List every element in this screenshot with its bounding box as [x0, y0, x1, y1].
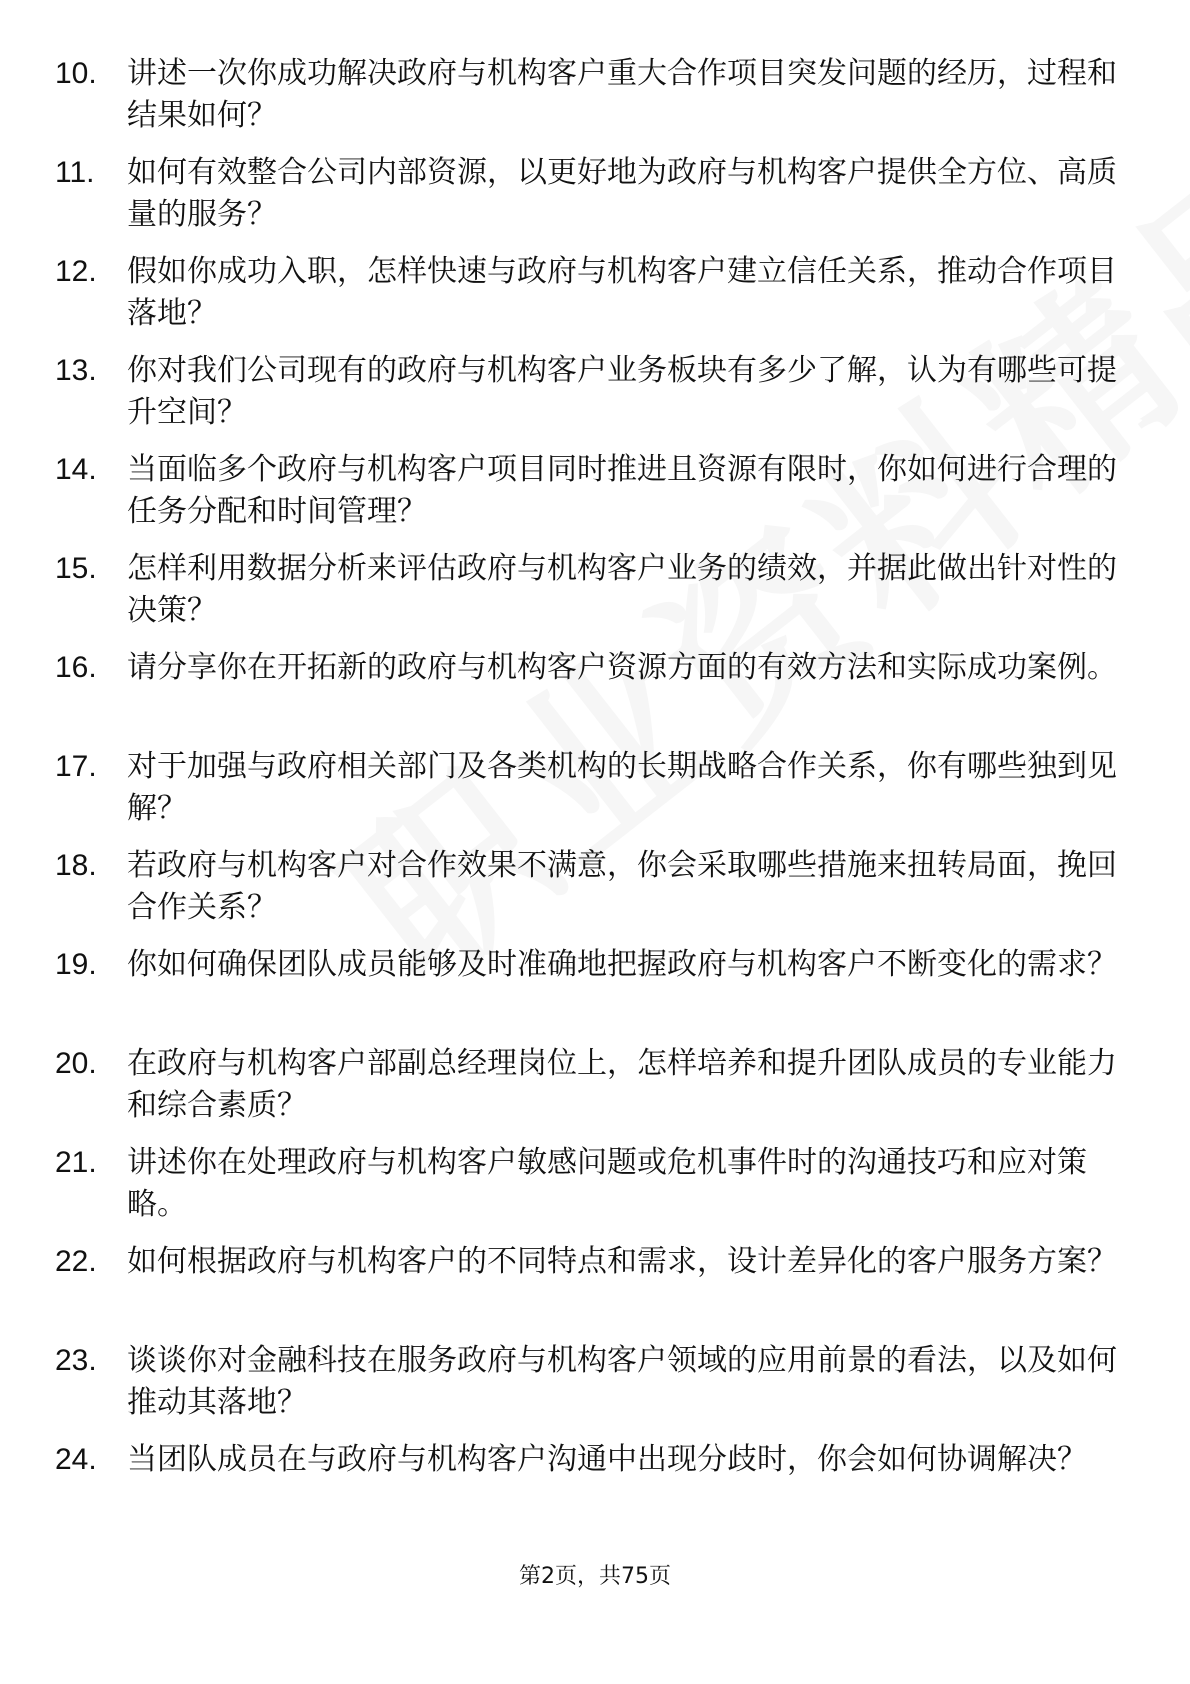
question-number: 23.	[55, 1344, 97, 1377]
list-item	[0, 1142, 1190, 1230]
question-text: 在政府与机构客户部副总经理岗位上，怎样培养和提升团队成员的专业能力和综合素质？	[127, 1046, 1117, 1123]
question-number: 16.	[55, 651, 97, 684]
question-text: 讲述一次你成功解决政府与机构客户重大合作项目突发问题的经历，过程和结果如何？	[127, 56, 1117, 133]
question-text: 你对我们公司现有的政府与机构客户业务板块有多少了解，认为有哪些可提升空间？	[127, 353, 1117, 430]
question-text: 如何根据政府与机构客户的不同特点和需求，设计差异化的客户服务方案？	[127, 1244, 1117, 1279]
question-text: 怎样利用数据分析来评估政府与机构客户业务的绩效，并据此做出针对性的决策？	[127, 551, 1117, 628]
question-text: 请分享你在开拓新的政府与机构客户资源方面的有效方法和实际成功案例。	[127, 650, 1117, 685]
question-number: 11.	[55, 156, 95, 189]
question-text: 当面临多个政府与机构客户项目同时推进且资源有限时，你如何进行合理的任务分配和时间管理？	[127, 452, 1117, 529]
question-number: 21.	[55, 1146, 97, 1179]
question-text: 你如何确保团队成员能够及时准确地把握政府与机构客户不断变化的需求？	[127, 947, 1117, 982]
list-item	[0, 746, 1190, 834]
question-number: 22.	[55, 1245, 97, 1278]
question-number: 15.	[55, 552, 97, 585]
question-number: 14.	[55, 453, 97, 486]
question-number: 24.	[55, 1443, 97, 1476]
question-text: 当团队成员在与政府与机构客户沟通中出现分歧时，你会如何协调解决？	[127, 1442, 1087, 1477]
list-item	[0, 944, 1190, 1032]
question-number: 12.	[55, 255, 97, 288]
question-number: 20.	[55, 1047, 97, 1080]
list-item	[0, 53, 1190, 141]
question-text: 假如你成功入职，怎样快速与政府与机构客户建立信任关系，推动合作项目落地？	[127, 254, 1117, 331]
list-item	[0, 1340, 1190, 1428]
question-text: 若政府与机构客户对合作效果不满意，你会采取哪些措施来扭转局面，挽回合作关系？	[127, 848, 1117, 925]
question-number: 19.	[55, 948, 97, 981]
question-number: 13.	[55, 354, 97, 387]
list-item	[0, 647, 1190, 735]
list-item	[0, 251, 1190, 339]
list-item	[0, 350, 1190, 438]
question-number: 17.	[55, 750, 97, 783]
list-item	[0, 152, 1190, 240]
list-item	[0, 1241, 1190, 1329]
question-number: 18.	[55, 849, 97, 882]
list-item	[0, 845, 1190, 933]
question-text: 如何有效整合公司内部资源，以更好地为政府与机构客户提供全方位、高质量的服务？	[127, 155, 1117, 232]
question-text: 讲述你在处理政府与机构客户敏感问题或危机事件时的沟通技巧和应对策略。	[127, 1145, 1087, 1222]
question-text: 谈谈你对金融科技在服务政府与机构客户领域的应用前景的看法，以及如何推动其落地？	[127, 1343, 1117, 1420]
list-item	[0, 449, 1190, 537]
question-number: 10.	[55, 57, 97, 90]
question-text: 对于加强与政府相关部门及各类机构的长期战略合作关系，你有哪些独到见解？	[127, 749, 1117, 826]
list-item	[0, 1439, 1190, 1527]
page-number-footer: 第2页，共75页	[519, 1564, 671, 1589]
question-list	[0, 53, 1190, 1538]
list-item	[0, 1043, 1190, 1131]
list-item	[0, 548, 1190, 636]
